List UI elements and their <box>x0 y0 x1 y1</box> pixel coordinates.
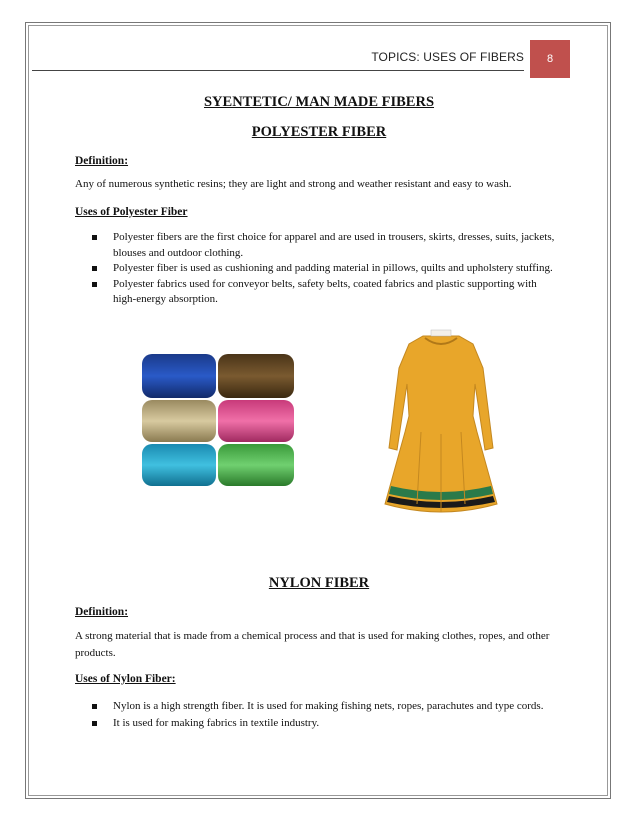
nylon-title: NYLON FIBER <box>268 575 370 591</box>
polyester-uses-list <box>75 230 560 308</box>
list-item-text: It is used for making fabrics in textile industry. <box>113 717 320 729</box>
polyester-title: POLYESTER FIBER <box>251 124 387 140</box>
list-item <box>75 715 560 732</box>
main-title: SYENTETIC/ MAN MADE FIBERS <box>203 94 435 110</box>
page-number-badge <box>530 40 570 78</box>
page-number: 8 <box>546 53 554 65</box>
polyester-uses-label: Uses of Polyester Fiber <box>75 206 188 218</box>
yellow-dress-image <box>375 328 507 524</box>
bullet-icon <box>92 235 97 240</box>
list-item <box>75 698 560 715</box>
list-item-text: Nylon is a high strength fiber. It is used for making fishing nets, ropes, parachutes and type cords. <box>113 700 544 712</box>
nylon-uses-label: Uses of Nylon Fiber: <box>75 673 176 685</box>
bullet-icon <box>92 282 97 287</box>
list-item-text: Polyester fibers are the first choice for apparel and are used in trousers, skirts, dresses, suits, jackets, blouses and outdoor clothing. <box>113 231 555 259</box>
polyester-definition-label: Definition: <box>75 155 129 167</box>
yarn-spools-image <box>138 350 298 490</box>
nylon-uses-list <box>75 698 560 732</box>
list-item-text: Polyester fabrics used for conveyor belts, safety belts, coated fabrics and plastic supporting with high-energy absorption. <box>113 277 537 305</box>
list-item <box>75 261 560 277</box>
polyester-definition-text: Any of numerous synthetic resins; they are light and strong and weather resistant and easy to wash. <box>75 178 512 190</box>
bullet-icon <box>92 704 97 709</box>
nylon-definition-label: Definition: <box>75 606 129 618</box>
header-rule <box>32 70 524 71</box>
nylon-definition-text: A strong material that is made from a chemical process and that is used for making clothes, ropes, and other products. <box>75 630 550 659</box>
bullet-icon <box>92 721 97 726</box>
header-topic: TOPICS: USES OF FIBERS <box>371 50 524 64</box>
list-item <box>75 277 560 308</box>
list-item <box>75 230 560 261</box>
list-item-text: Polyester fiber is used as cushioning and padding material in pillows, quilts and upholstery stuffing. <box>113 262 553 274</box>
bullet-icon <box>92 266 97 271</box>
